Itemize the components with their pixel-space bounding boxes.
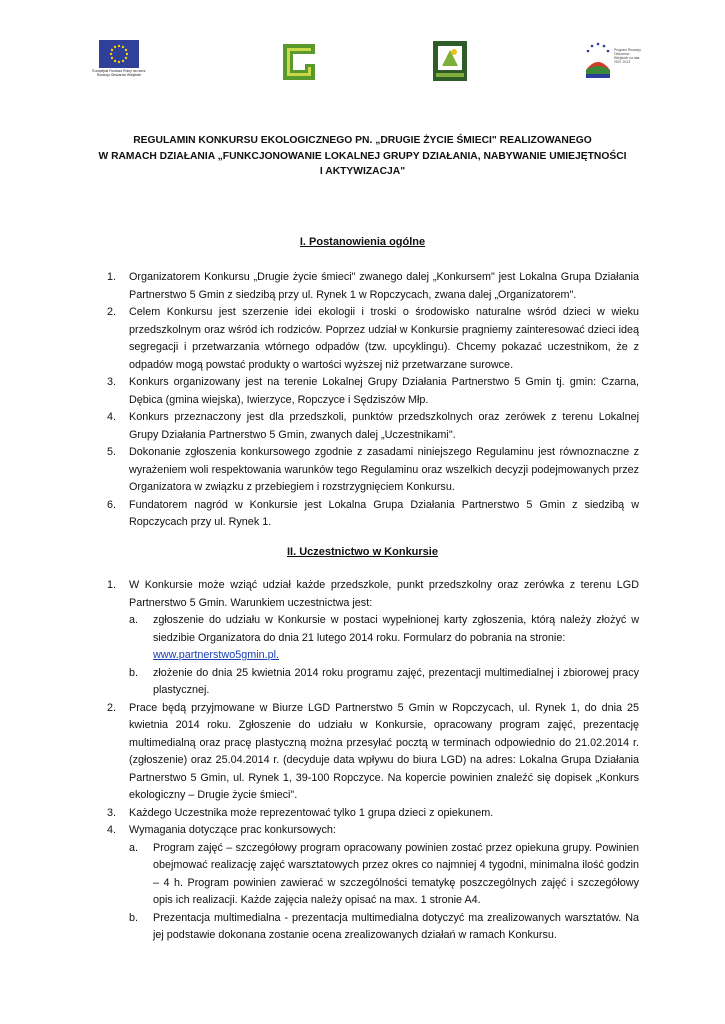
list-item-number: 5.: [107, 446, 117, 458]
sub-list-letter: a.: [129, 614, 139, 626]
list-item-text: Celem Konkursu jest szerzenie idei ekologii i troski o środowisko naturalne wśród dzieci w wieku przedszkolnym oraz wśród ich rodziców. Poprzez udział w Konkursie pragniemy zainteresować dzieci ideą segregacji i przetwarzania wtórnego odpadów (tzw. upcyklingu). Chcemy pokazać uczestnikom, że z odpadów mogą powstać produkty o wartości wyższej niż przetwarzane surowce.: [129, 306, 639, 371]
lgd-logo-icon: [281, 42, 317, 82]
list-item-number: 3.: [107, 376, 117, 388]
list-item: [107, 374, 639, 409]
list-item-text: Dokonanie zgłoszenia konkursowego zgodnie z zasadami niniejszego Regulaminu jest równoznaczne z wyrażeniem woli respektowania warunków tego Regulaminu oraz wszelkich decyzji podejmowanych przez Organizatora w związku z przebiegiem i rozstrzygnięciem Konkursu.: [129, 446, 639, 493]
eu-logo-caption: Europejski Fundusz Rolny na rzecz Rozwoju Obszarów Wiejskich: [92, 69, 146, 77]
prow-logo-caption: Program Rozwoju Obszarów Wiejskich na lata 2007-2013: [614, 48, 641, 64]
list-item-number: 1.: [107, 579, 117, 591]
section-heading-1: I. Postanowienia ogólne: [299, 236, 426, 248]
list-item: [107, 822, 639, 945]
list-item: [107, 805, 639, 823]
sub-list-item: [129, 910, 639, 945]
section-heading-2: II. Uczestnictwo w Konkursie: [287, 546, 438, 558]
sub-list-letter: b.: [129, 911, 139, 924]
list-item-number: 2.: [107, 306, 117, 318]
list-item-text: Wymagania dotyczące prac konkursowych:: [129, 824, 336, 836]
section-2-list: [107, 577, 639, 945]
sub-list-letter: a.: [129, 841, 139, 854]
title-line-3: I AKTYWIZACJA": [319, 166, 406, 177]
list-item-text: Fundatorem nagród w Konkursie jest Lokalna Grupa Działania Partnerstwo 5 Gmin z siedzibą w Ropczycach przy ul. Rynek 1.: [129, 498, 639, 528]
list-item-number: 6.: [107, 498, 117, 511]
list-item-text: Prace będą przyjmowane w Biurze LGD Partnerstwo 5 Gmin w Ropczycach, ul. Rynek 1, do dnia 25 kwietnia 2014 roku. Zgłoszenie do udziału w Konkursie, opracowany program zajęć, prezentację multimedialną oraz pracę plastyczną można przesyłać pocztą w terminach odpowiednio do 21.02.2014 r. (zgłoszenie) oraz 25.04.2014 r. (decyduje data wpływu do biura LGD) na adres: Lokalna Grupa Działania Partnerstwo 5 Gmin, ul. Rynek 1, 39-100 Ropczyce. Na kopercie powinien znaleźć się dopisek „Konkurs ekologiczny – Drugie życie śmieci".: [129, 701, 639, 801]
list-item: [107, 409, 639, 444]
document-title: [80, 133, 645, 180]
list-item: [107, 269, 639, 304]
list-item-text: Konkurs organizowany jest na terenie Lokalnej Grupy Działania Partnerstwo 5 Gmin tj. gmin: Czarna, Dębica (gmina wiejska), Iwierzyce, Ropczyce i Sędziszów Młp.: [129, 376, 639, 406]
list-item-number: 3.: [107, 806, 117, 819]
prow-logo: [582, 40, 644, 82]
sub-list: [129, 612, 639, 700]
list-item: [107, 700, 639, 805]
section-1-list: [107, 269, 639, 532]
list-item: [107, 304, 639, 374]
sub-list-letter: b.: [129, 666, 139, 679]
sub-list-item: [129, 612, 639, 665]
list-item-number: 1.: [107, 271, 117, 283]
sub-list-text: Prezentacja multimedialna - prezentacja multimedialna dotyczyć ma zrealizowanych warsztatów. Na jej podstawie dokonana zostanie ocena zrealizowanych działań w ramach Konkursu.: [153, 911, 639, 941]
list-item: [107, 444, 639, 497]
sub-list-item: [129, 840, 639, 910]
logo-bar: [0, 40, 725, 85]
sub-list-item: [129, 665, 639, 700]
sub-list-text: Program zajęć – szczegółowy program opracowany powinien zostać przez opiekuna grupy. Powinien obejmować realizację zajęć warsztatowych przez okres co najmniej 4 tygodni, minimalna ilość godzin – 4 h. Program powinien zawierać w szczególności tematykę poszczególnych zajęć i szczegółowy opis ich realizacji. Każde zajęcia należy opisać na max. 1 stronie A4.: [153, 841, 639, 906]
sub-list: [129, 840, 639, 945]
list-item-number: 4.: [107, 824, 117, 836]
list-item-text: Organizatorem Konkursu „Drugie życie śmieci" zwanego dalej „Konkursem" jest Lokalna Grupa Działania Partnerstwo 5 Gmin z siedzibą przy ul. Rynek 1 w Ropczycach, zwana dalej „Organizatorem".: [129, 271, 639, 301]
website-link[interactable]: www.partnerstwo5gmin.pl.: [153, 649, 280, 661]
eu-flag-icon: [99, 40, 139, 68]
sub-list-text: złożenie do dnia 25 kwietnia 2014 roku programu zajęć, prezentacji multimedialnej i zbiorowej pracy plastycznej.: [153, 666, 639, 696]
list-item-number: 2.: [107, 701, 117, 714]
title-line-2: W RAMACH DZIAŁANIA „FUNKCJONOWANIE LOKALNEJ GRUPY DZIAŁANIA, NABYWANIE UMIEJĘTNOŚCI: [98, 150, 627, 162]
list-item: [107, 577, 639, 700]
sub-list-text: zgłoszenie do udziału w Konkursie w postaci wypełnionej karty zgłoszenia, którą należy złożyć w siedzibie Organizatora do dnia 21 lutego 2014 roku. Formularz do pobrania na stronie:: [153, 614, 639, 644]
list-item: [107, 497, 639, 532]
list-item-number: 4.: [107, 411, 117, 423]
title-line-1: REGULAMIN KONKURSU EKOLOGICZNEGO PN. „DRUGIE ŻYCIE ŚMIECI" REALIZOWANEGO: [133, 135, 592, 146]
list-item-text: Konkurs przeznaczony jest dla przedszkoli, punktów przedszkolnych oraz zerówek z terenu Lokalnej Grupy Działania Partnerstwo 5 Gmin, zwanych dalej „Uczestnikami".: [129, 411, 639, 441]
list-item-text: Każdego Uczestnika może reprezentować tylko 1 grupa dzieci z opiekunem.: [129, 806, 494, 819]
eu-logo: [86, 40, 152, 77]
list-item-text: W Konkursie może wziąć udział każde przedszkole, punkt przedszkolny oraz zerówka z terenu LGD Partnerstwo 5 Gmin. Warunkiem uczestnictwa jest:: [129, 579, 639, 609]
leader-logo-icon: [432, 40, 468, 82]
prow-logo-icon: [582, 40, 614, 82]
